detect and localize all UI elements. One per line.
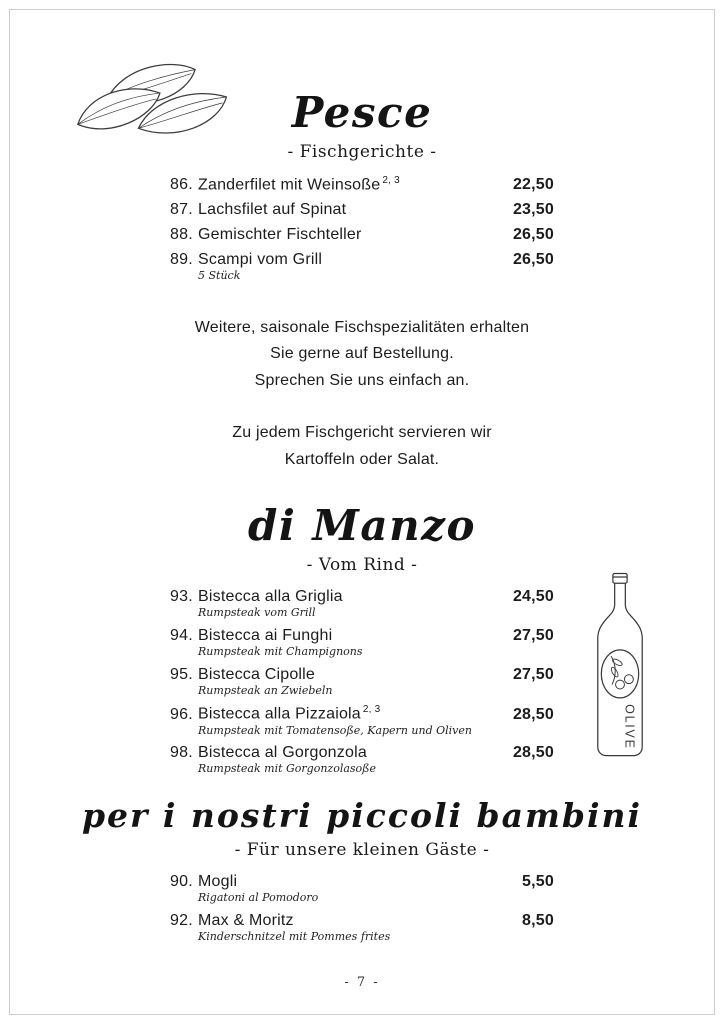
- note-line: Kartoffeln oder Salat.: [284, 450, 440, 468]
- menu-item-row: [170, 226, 554, 244]
- page-number: - 7 -: [344, 975, 380, 990]
- item-price: 28,50: [512, 744, 554, 762]
- menu-item-description: Rigatoni al Pomodoro: [198, 891, 319, 905]
- item-name: Bistecca al Gorgonzola: [198, 744, 367, 762]
- menu-item-row: [170, 666, 554, 684]
- item-price: 22,50: [512, 176, 554, 194]
- item-name: Bistecca alla Griglia: [198, 588, 343, 606]
- item-name: Bistecca Cipolle: [198, 665, 316, 683]
- section-subtitle-bambini: - Für unsere kleinen Gäste -: [234, 840, 490, 861]
- seasonal-fish-note: [0, 315, 724, 394]
- item-price: 27,50: [512, 626, 554, 644]
- item-name: Bistecca alla Pizzaiola $^{2, 3}$: [198, 704, 381, 723]
- item-name: Bistecca ai Funghi: [198, 626, 333, 644]
- footnote-superscript: 2, 3: [382, 175, 400, 186]
- item-name: Max & Moritz: [198, 911, 294, 929]
- menu-item-description: Rumpsteak mit Champignons: [198, 644, 363, 658]
- item-price: 8,50: [522, 911, 554, 929]
- menu-item-description: 5 Stück: [198, 269, 241, 283]
- item-number: 94.: [170, 626, 193, 644]
- menu-item-row: [170, 912, 554, 930]
- menu-item-description: Kinderschnitzel mit Pommes frites: [198, 929, 391, 943]
- item-number: 87.: [170, 201, 193, 219]
- item-number: 89.: [170, 251, 193, 269]
- item-number: 86.: [170, 176, 193, 194]
- item-price: 24,50: [512, 588, 554, 606]
- section-title-manzo: di Manzo: [247, 501, 477, 551]
- item-price: 27,50: [512, 665, 554, 683]
- note-line: Sprechen Sie uns einfach an.: [254, 371, 470, 389]
- manzo-items: [170, 588, 554, 776]
- olive-bottle-label: OLIVE: [622, 704, 637, 750]
- menu-item-row: [170, 627, 554, 645]
- menu-item-row: [170, 744, 554, 762]
- footnote-superscript: 2, 3: [362, 704, 381, 716]
- menu-item-row: [170, 588, 554, 606]
- item-name: Scampi vom Grill: [198, 251, 323, 269]
- item-price: 23,50: [512, 201, 554, 219]
- bambini-items: [170, 873, 554, 944]
- item-name: Zanderfilet mit Weinsoße $^{2, 3}$: [198, 175, 400, 194]
- item-number: 90.: [170, 873, 193, 891]
- menu-item-description: Rumpsteak mit Tomatensoße, Kapern und Oliven: [198, 723, 472, 737]
- menu-item-row: [170, 873, 554, 891]
- item-number: 96.: [170, 705, 193, 723]
- menu-item-description: Rumpsteak mit Gorgonzolasoße: [198, 762, 377, 776]
- menu-item-row: [170, 175, 554, 194]
- note-line: Weitere, saisonale Fischspezialitäten erhalten: [194, 319, 530, 337]
- section-subtitle-manzo: - Vom Rind -: [306, 555, 418, 576]
- item-number: 95.: [170, 665, 193, 683]
- pesce-items: [170, 175, 554, 283]
- section-subtitle-pesce: - Fischgerichte -: [287, 142, 437, 162]
- item-name: Lachsfilet auf Spinat: [198, 201, 347, 219]
- note-line: Sie gerne auf Bestellung.: [270, 345, 454, 363]
- item-number: 92.: [170, 911, 193, 929]
- menu-item-row: [170, 201, 554, 219]
- note-line: Zu jedem Fischgericht servieren wir: [232, 424, 492, 442]
- section-title-pesce: Pesce: [291, 88, 433, 137]
- item-number: 98.: [170, 744, 193, 762]
- menu-item-description: Rumpsteak vom Grill: [198, 606, 316, 620]
- menu-item-row: [170, 251, 554, 269]
- item-name: Gemischter Fischteller: [198, 226, 362, 244]
- item-price: 5,50: [522, 873, 554, 891]
- item-price: 26,50: [512, 251, 554, 269]
- menu-item-row: [170, 704, 554, 723]
- item-number: 93.: [170, 588, 193, 606]
- item-price: 26,50: [512, 226, 554, 244]
- menu-item-description: Rumpsteak an Zwiebeln: [198, 683, 333, 697]
- item-number: 88.: [170, 226, 193, 244]
- section-title-bambini: per i nostri piccoli bambini: [81, 796, 643, 836]
- sides-note: [0, 420, 724, 473]
- item-price: 28,50: [512, 705, 554, 723]
- item-name: Mogli: [198, 873, 238, 891]
